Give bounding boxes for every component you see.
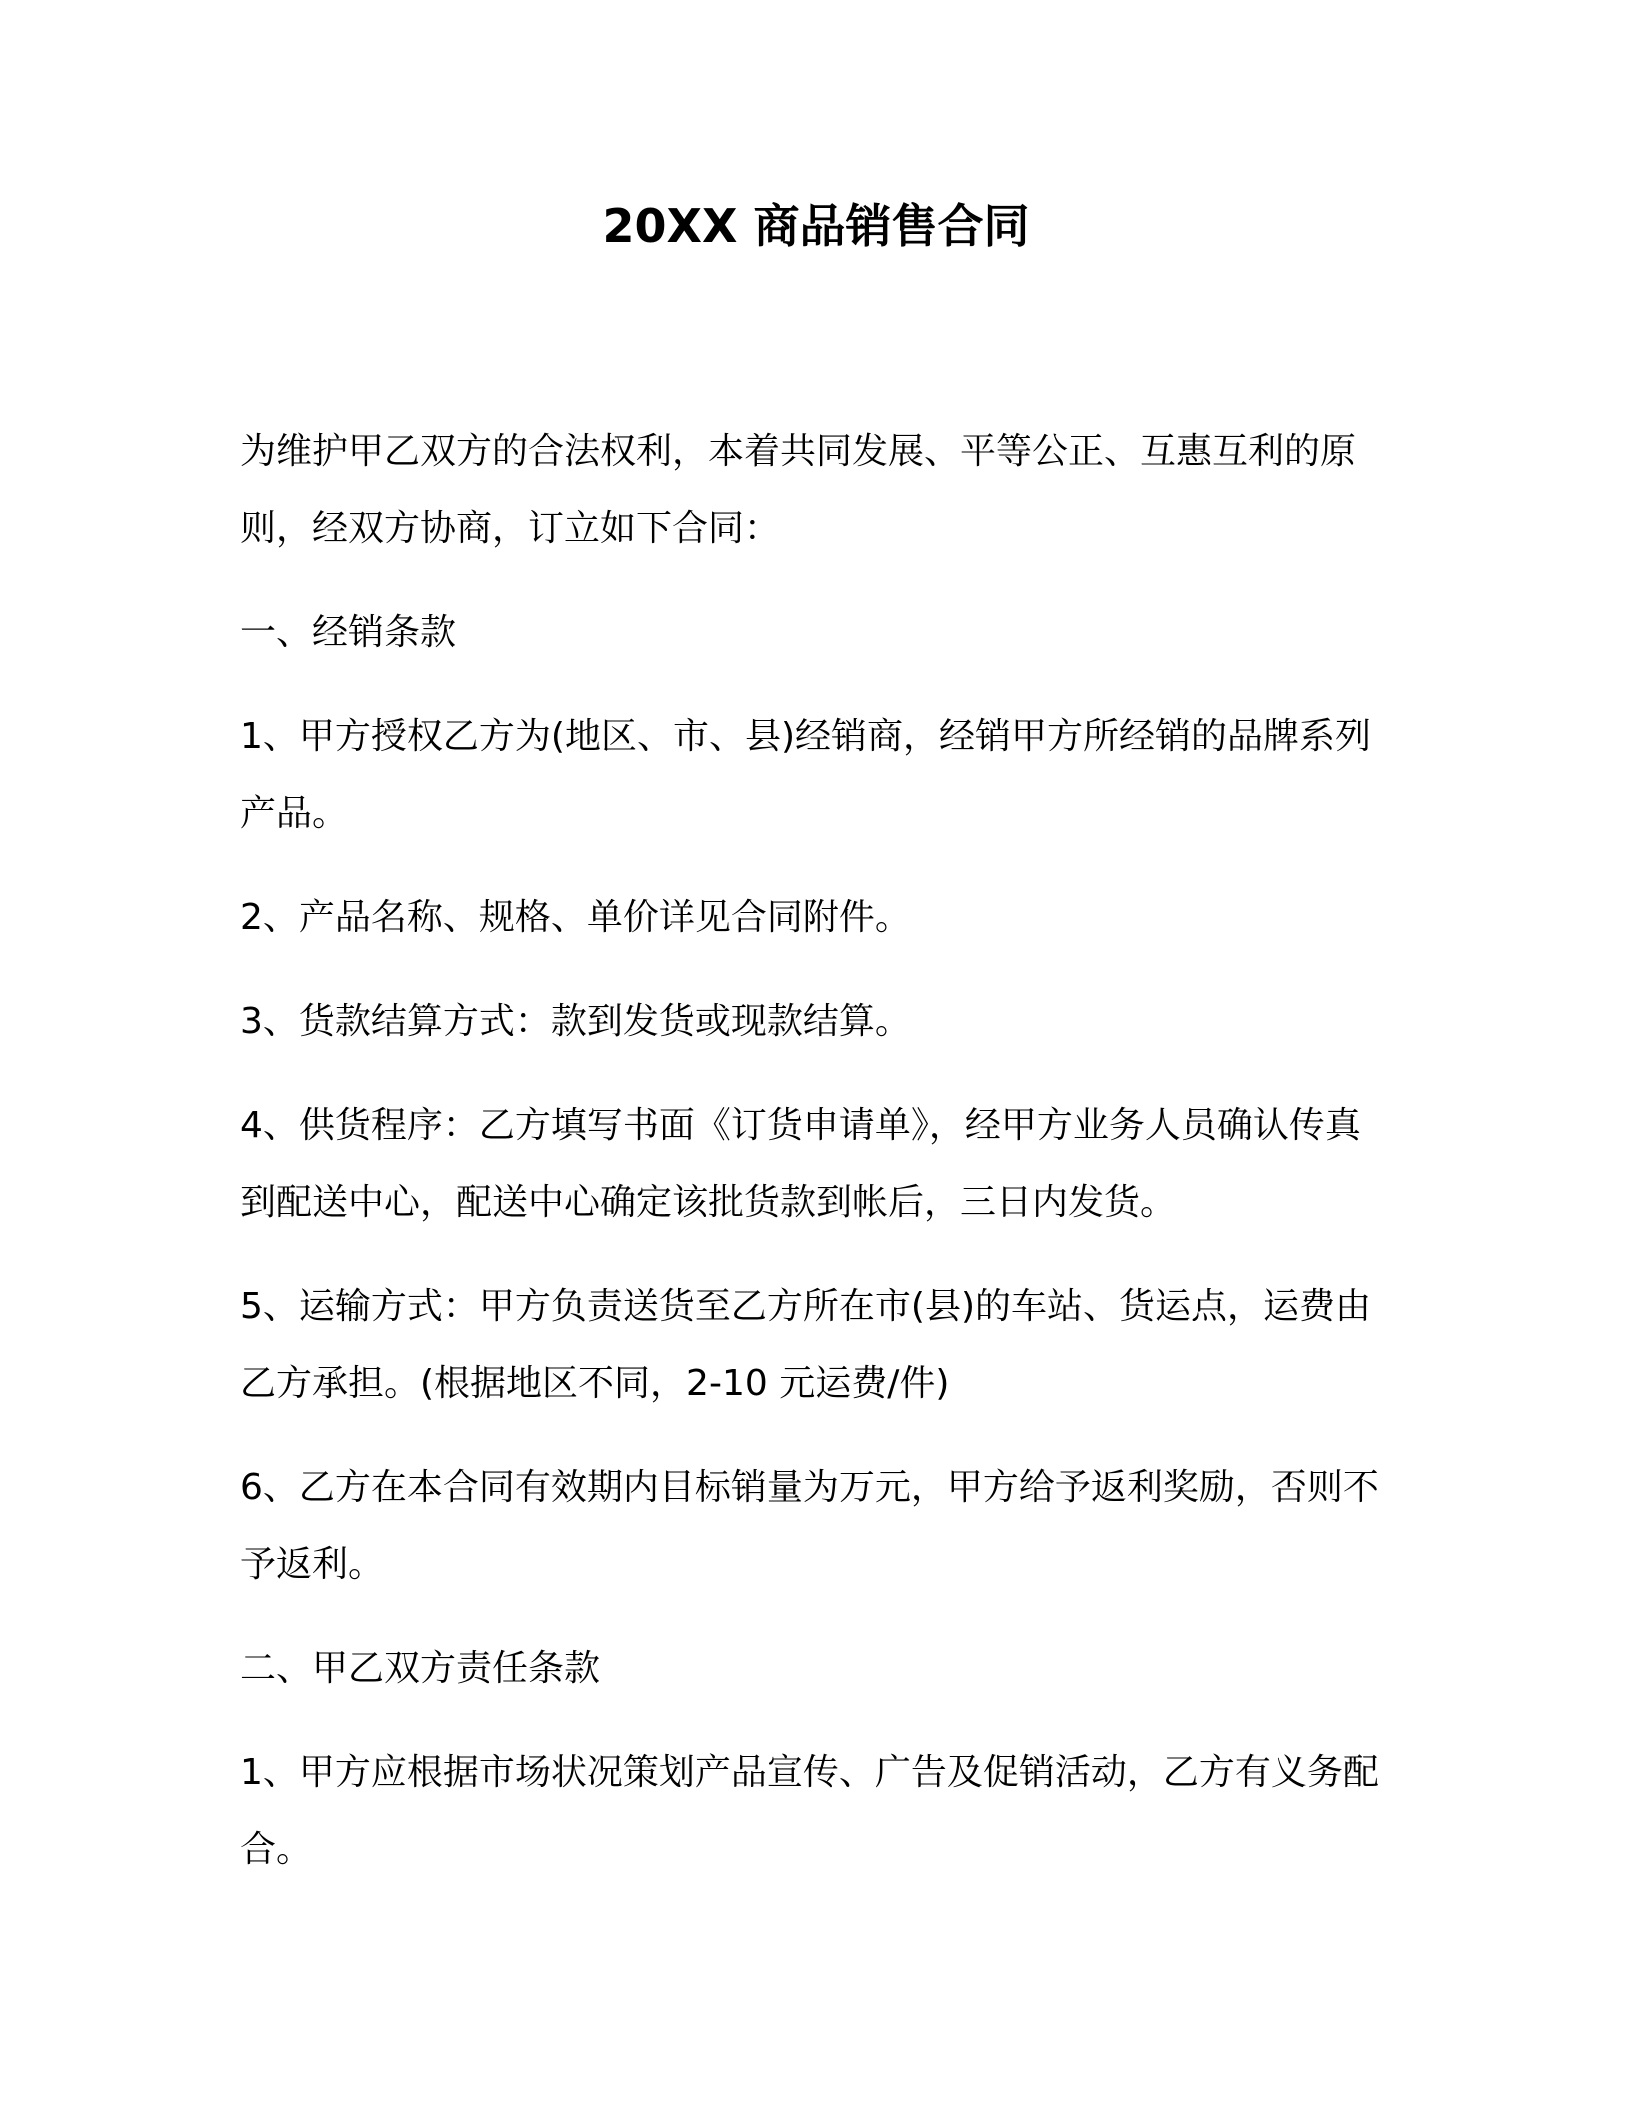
clause-1-2: 2、产品名称、规格、单价详见合同附件。 <box>240 897 911 938</box>
clause-2-1: 1、甲方应根据市场状况策划产品宣传、广告及促销活动，乙方有义务配合。 <box>240 1752 1379 1870</box>
section-heading-2: 二、甲乙双方责任条款 <box>240 1648 601 1689</box>
clause-1-1: 1、甲方授权乙方为(地区、市、县)经销商，经销甲方所经销的品牌系列产品。 <box>240 716 1371 834</box>
clause-1-6: 6、乙方在本合同有效期内目标销量为万元，甲方给予返利奖励，否则不予返利。 <box>240 1467 1379 1585</box>
clause-1-5: 5、运输方式：甲方负责送货至乙方所在市(县)的车站、货运点，运费由乙方承担。(根据地区不同，2-10 元运费/件) <box>240 1286 1371 1404</box>
document-body <box>240 413 1390 1915</box>
clause-1-3: 3、货款结算方式：款到发货或现款结算。 <box>240 1001 911 1042</box>
clause-1-4: 4、供货程序：乙方填写书面《订货申请单》，经甲方业务人员确认传真到配送中心，配送中心确定该批货款到帐后，三日内发货。 <box>240 1105 1361 1223</box>
intro-paragraph: 为维护甲乙双方的合法权利，本着共同发展、平等公正、互惠互利的原则，经双方协商，订立如下合同： <box>240 431 1357 549</box>
section-heading-1: 一、经销条款 <box>240 612 457 653</box>
document-title: 20XX 商品销售合同 <box>602 199 1030 253</box>
